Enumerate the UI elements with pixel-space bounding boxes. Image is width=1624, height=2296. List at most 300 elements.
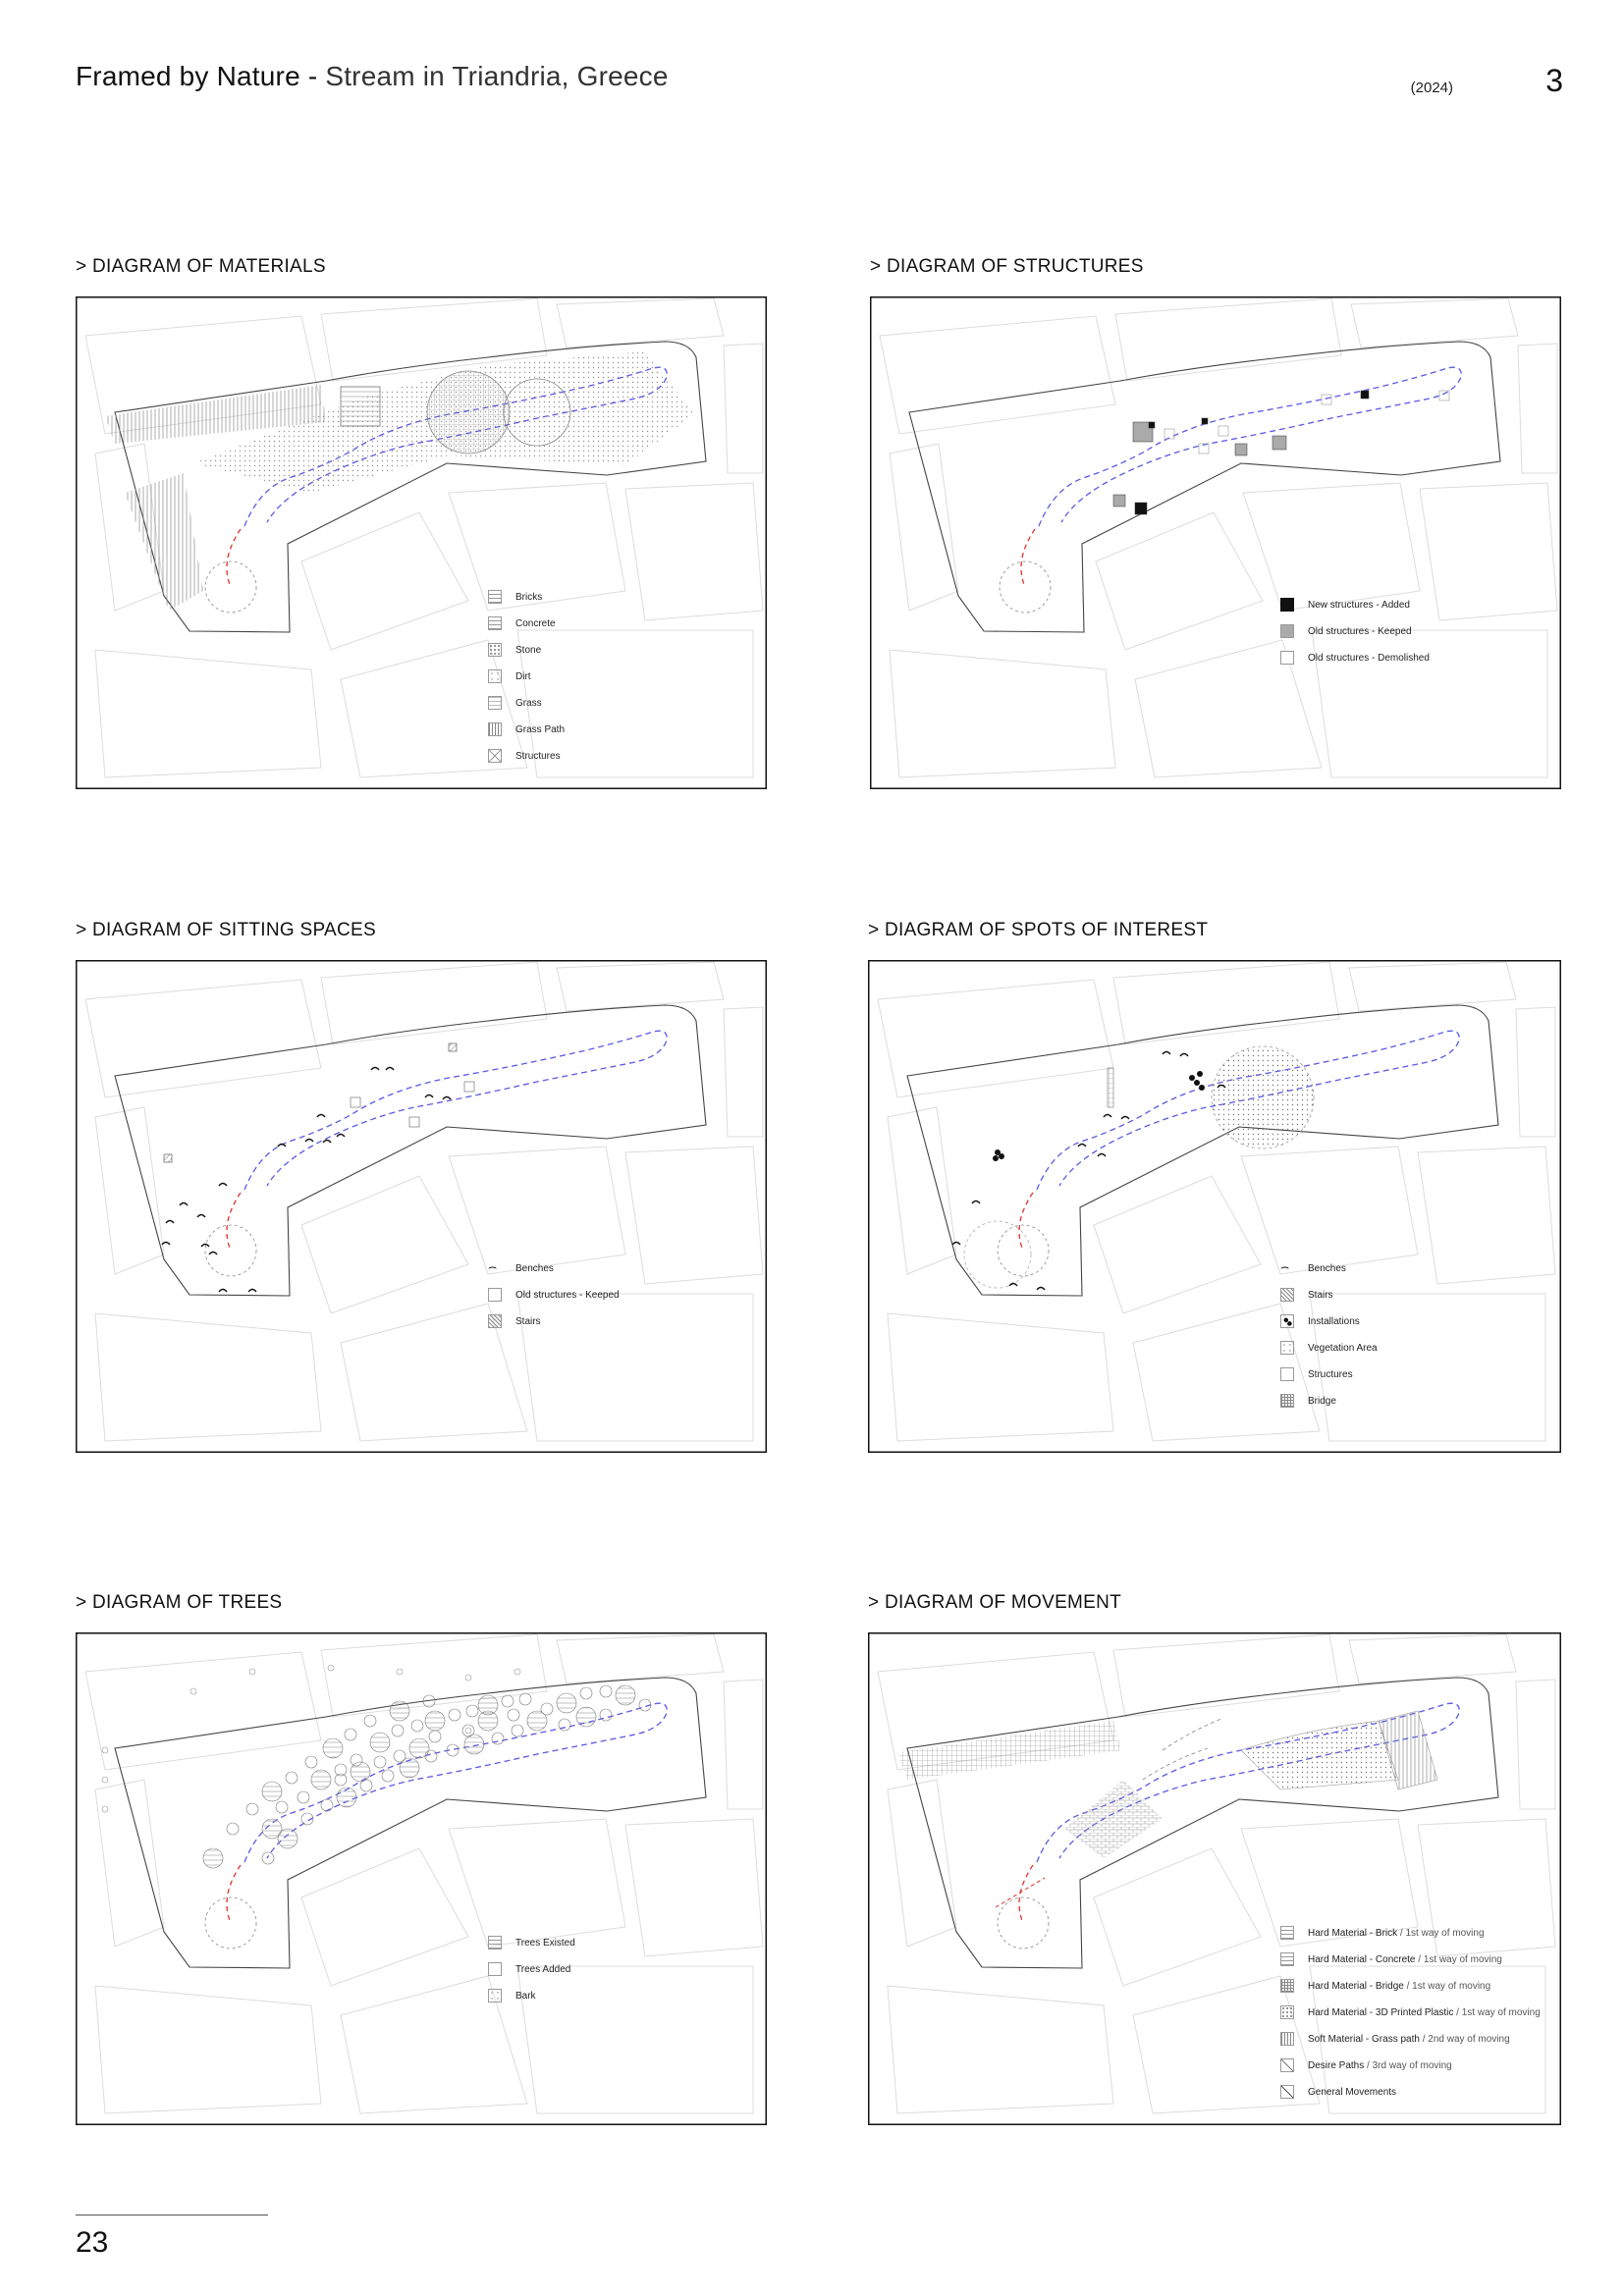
materials-legend-swatch: [488, 722, 502, 736]
trees-tree: [278, 1829, 298, 1848]
interest-legend-label: [1308, 1396, 1336, 1407]
sitting-map: [76, 960, 767, 1453]
trees-tree: [492, 1733, 504, 1744]
footer-rule: [76, 2215, 268, 2216]
structures-demolished: [1322, 395, 1331, 404]
structures-legend-swatch: [1280, 624, 1294, 638]
movement-legend-subtext: / 1st way of moving: [1403, 1980, 1491, 1992]
materials-legend-item: [488, 669, 531, 683]
trees-diagram: [76, 1632, 767, 2125]
interest-stream-source: [1019, 1193, 1033, 1251]
trees-tree: [390, 1701, 409, 1721]
materials-legend-item: [488, 696, 542, 710]
trees-tree: [580, 1687, 592, 1699]
sitting-city-block: [95, 1313, 321, 1441]
trees-tree: [478, 1711, 498, 1731]
structures-city-block: [1243, 483, 1420, 611]
structures-city-block: [1115, 298, 1341, 381]
movement-legend-item: [1280, 2085, 1396, 2099]
sitting-stream-source: [227, 1193, 241, 1251]
structures-building: [1149, 422, 1155, 428]
trees-city-block: [95, 1986, 321, 2113]
project-year: (2024): [1410, 80, 1453, 96]
interest-frame: [869, 961, 1561, 1453]
interest-legend-label: [1308, 1369, 1353, 1380]
sitting-city-blocks: [85, 962, 763, 1441]
trees-tree: [519, 1693, 531, 1705]
trees-legend-label: [515, 1991, 536, 2002]
materials-legend-label: [515, 592, 542, 603]
materials-legend-label: [515, 724, 565, 735]
materials-legend-swatch: [488, 669, 502, 683]
interest-diagram: [868, 960, 1561, 1453]
sitting-bench-mark: [209, 1253, 217, 1255]
interest-legend-swatch: ⌢: [1280, 1258, 1290, 1274]
movement-legend-swatch: [1280, 2085, 1294, 2099]
interest-legend-swatch: [1280, 1341, 1294, 1355]
interest-city-block: [1094, 1176, 1261, 1313]
sitting-legend-swatch: [488, 1288, 502, 1302]
movement-city-block: [1094, 1848, 1261, 1986]
trees-tree: [374, 1756, 386, 1768]
trees-tree: [351, 1762, 370, 1782]
structures-building: [1361, 391, 1369, 399]
movement-brick-path: [1064, 1780, 1163, 1858]
trees-tree: [298, 1791, 309, 1803]
structures-city-block: [1096, 512, 1263, 650]
movement-legend-swatch: [1280, 1952, 1294, 1966]
sitting-bench-mark: [219, 1184, 227, 1187]
interest-legend-label: [1308, 1263, 1346, 1274]
interest-city-blocks: [878, 962, 1555, 1441]
trees-stream-path: [244, 1703, 667, 1862]
structures-city-block: [890, 650, 1115, 777]
trees-tree: [462, 1725, 474, 1736]
chapter-number: 3: [1545, 63, 1563, 98]
trees-bark: [514, 1669, 520, 1675]
trees-tree: [262, 1782, 282, 1801]
materials-legend-swatch: [488, 590, 502, 604]
movement-legend-text: Desire Paths: [1308, 2059, 1365, 2071]
movement-legend-label: [1308, 1981, 1490, 1992]
interest-legend-item: [1280, 1341, 1378, 1355]
interest-bridge: [1108, 1068, 1113, 1107]
sitting-legend-label: [515, 1263, 554, 1274]
sitting-legend-text: Benches: [515, 1262, 554, 1274]
trees-tree: [600, 1685, 612, 1697]
materials-legend-item: [488, 590, 542, 604]
materials-concrete-block: [341, 387, 380, 426]
document-title: [76, 61, 669, 92]
trees-tree: [502, 1695, 514, 1707]
interest-city-block: [878, 980, 1113, 1097]
sitting-stream-path: [244, 1031, 667, 1190]
trees-bark: [102, 1806, 108, 1812]
sitting-legend-item: [488, 1288, 620, 1302]
title-separator: -: [299, 61, 326, 91]
trees-bark: [190, 1688, 196, 1694]
structures-demolished: [1439, 391, 1449, 400]
trees-legend-swatch: [488, 1962, 502, 1976]
trees-city-block: [301, 1848, 468, 1986]
trees-bark: [249, 1669, 255, 1675]
sitting-city-block: [625, 1147, 763, 1284]
movement-legend-text: Hard Material - Concrete: [1308, 1953, 1416, 1965]
movement-legend-label: [1308, 2087, 1396, 2098]
movement-concrete-path: [897, 1721, 1121, 1780]
sitting-bench-mark: [162, 1243, 170, 1246]
movement-legend-swatch: [1280, 2005, 1294, 2019]
project-name: Framed by Nature: [76, 61, 300, 91]
trees-legend-item: [488, 1936, 575, 1949]
materials-legend-swatch: [488, 616, 502, 630]
interest-city-block: [1418, 1147, 1555, 1284]
movement-legend-subtext: / 2nd way of moving: [1419, 2033, 1510, 2045]
structures-frame: [871, 297, 1561, 789]
movement-legend-text: Hard Material - Bridge: [1308, 1980, 1404, 1992]
movement-legend-item: [1280, 2005, 1541, 2019]
materials-legend-text: Concrete: [515, 617, 556, 629]
movement-legend-text: General Movements: [1308, 2086, 1397, 2098]
sitting-legend-item: [488, 1258, 554, 1275]
interest-bench-mark: [1037, 1288, 1045, 1291]
interest-bench-mark: [952, 1243, 960, 1246]
trees-tree: [323, 1738, 343, 1758]
trees-legend-label: [515, 1938, 575, 1949]
trees-city-block: [449, 1819, 625, 1947]
movement-legend-label: [1308, 1928, 1485, 1939]
materials-city-block: [95, 650, 321, 777]
movement-legend-label: [1308, 2060, 1452, 2071]
trees-tree: [411, 1720, 423, 1732]
interest-bench-mark: [1121, 1117, 1129, 1120]
interest-installation: [1194, 1080, 1200, 1086]
trees-tree: [337, 1788, 356, 1807]
sitting-city-block: [557, 962, 724, 1011]
trees-tree: [364, 1715, 376, 1727]
materials-legend-text: Grass Path: [515, 723, 566, 735]
materials-legend-text: Grass: [515, 697, 542, 709]
interest-legend-item: [1280, 1258, 1346, 1275]
materials-stream-source: [227, 529, 241, 587]
sitting-site-boundary: [115, 1005, 706, 1296]
interest-city-block: [1241, 1147, 1418, 1274]
interest-city-block: [1113, 962, 1339, 1044]
trees-tree: [541, 1703, 553, 1715]
movement-pond-ring: [998, 1897, 1049, 1949]
trees-tree: [227, 1823, 239, 1835]
sitting-bench-mark: [166, 1221, 174, 1224]
interest-legend-text: Installations: [1308, 1315, 1360, 1327]
sitting-bench-mark: [180, 1203, 188, 1206]
interest-legend-label: [1308, 1290, 1333, 1301]
sitting-frame: [77, 961, 767, 1453]
interest-legend-label: [1308, 1343, 1378, 1354]
structures-stream-source: [1021, 529, 1035, 587]
structures-building: [1135, 503, 1147, 514]
trees-tree: [392, 1725, 404, 1736]
trees-tree: [600, 1709, 612, 1721]
structures-city-block: [1518, 344, 1557, 473]
trees-tree: [382, 1770, 394, 1782]
trees-legend-swatch: [488, 1936, 502, 1949]
trees-pond-ring: [205, 1897, 256, 1949]
materials-legend-swatch: [488, 696, 502, 710]
sitting-bench-mark: [305, 1140, 313, 1143]
interest-legend-item: [1280, 1394, 1336, 1408]
structures-diagram: [870, 296, 1561, 789]
materials-legend-item: [488, 749, 561, 763]
structures-demolished: [1164, 429, 1174, 439]
movement-frame: [869, 1633, 1561, 2125]
trees-legend-text: Trees Existed: [515, 1937, 575, 1949]
sitting-bench-mark: [197, 1215, 205, 1218]
structures-building: [1272, 436, 1286, 450]
interest-bench-mark: [1180, 1054, 1188, 1057]
materials-legend-text: Structures: [515, 750, 561, 762]
interest-legend-text: Structures: [1308, 1368, 1353, 1380]
trees-tree: [394, 1750, 406, 1762]
trees-bark: [102, 1747, 108, 1753]
trees-bark: [465, 1728, 471, 1734]
materials-city-block: [301, 512, 468, 650]
sitting-bench-mark: [386, 1068, 394, 1071]
trees-tree: [508, 1709, 519, 1721]
sitting-bench-mark: [337, 1135, 345, 1138]
movement-city-block: [1113, 1634, 1339, 1717]
trees-site-boundary: [115, 1678, 706, 1968]
interest-legend-item: [1280, 1367, 1353, 1381]
structures-legend-item: [1280, 624, 1412, 638]
structures-legend-swatch: [1280, 598, 1294, 612]
interest-installation: [1197, 1071, 1203, 1077]
structures-legend-text: Old structures - Demolished: [1308, 652, 1430, 664]
movement-title: > DIAGRAM OF MOVEMENT: [868, 1592, 1122, 1613]
trees-tree: [616, 1685, 635, 1705]
trees-legend-text: Bark: [515, 1990, 536, 2002]
materials-legend-item: [488, 616, 556, 630]
interest-legend-swatch: [1280, 1288, 1294, 1302]
trees-tree: [203, 1848, 223, 1868]
interest-title: > DIAGRAM OF SPOTS OF INTEREST: [868, 920, 1209, 940]
sitting-old-structure: [409, 1117, 419, 1127]
sitting-bench-mark: [425, 1095, 433, 1098]
sitting-stairs: [449, 1043, 457, 1051]
trees-legend-item: [488, 1962, 570, 1976]
trees-tree: [370, 1733, 390, 1752]
materials-map: [76, 296, 767, 789]
materials-legend-text: Dirt: [515, 670, 531, 682]
materials-pond-ring: [205, 561, 256, 613]
trees-city-block: [85, 1652, 321, 1770]
interest-installation: [1189, 1075, 1195, 1081]
sitting-title: > DIAGRAM OF SITTING SPACES: [76, 920, 376, 940]
sitting-old-structure: [464, 1082, 474, 1092]
materials-city-block: [557, 298, 724, 347]
interest-installation: [1199, 1085, 1205, 1091]
interest-legend-text: Bridge: [1308, 1395, 1336, 1407]
movement-legend-item: [1280, 1979, 1490, 1993]
interest-legend-label: [1308, 1316, 1360, 1327]
interest-vegetation-area: [964, 1221, 1031, 1288]
materials-legend-item: [488, 722, 565, 736]
sitting-bench-mark: [248, 1290, 256, 1293]
interest-city-block: [1349, 962, 1516, 1011]
structures-pond-ring: [1000, 561, 1051, 613]
movement-map: [868, 1632, 1561, 2125]
trees-tree: [246, 1803, 258, 1815]
page-number: 23: [76, 2226, 109, 2259]
trees-tree: [466, 1705, 478, 1717]
trees-legend-label: [515, 1964, 570, 1975]
movement-desire-path: [1143, 1719, 1221, 1780]
interest-legend-swatch: [1280, 1367, 1294, 1381]
sitting-old-structure: [351, 1097, 360, 1107]
materials-legend-label: [515, 671, 531, 682]
materials-legend-swatch: [488, 749, 502, 763]
interest-installation: [993, 1155, 999, 1161]
trees-tree: [449, 1709, 460, 1721]
trees-tree: [557, 1693, 576, 1713]
trees-bark: [465, 1675, 471, 1681]
movement-legend-text: Hard Material - Brick: [1308, 1927, 1398, 1939]
interest-bench-mark: [1009, 1284, 1017, 1287]
trees-bark: [328, 1665, 334, 1671]
sitting-city-block: [449, 1147, 625, 1274]
movement-legend-text: Hard Material - 3D Printed Plastic: [1308, 2006, 1454, 2018]
sitting-legend-swatch: [488, 1314, 502, 1328]
materials-city-block: [625, 483, 763, 620]
trees-city-block: [724, 1680, 763, 1809]
structures-legend-label: [1308, 653, 1430, 664]
sitting-city-block: [85, 980, 321, 1097]
sitting-pond-ring: [205, 1225, 256, 1276]
interest-city-block: [888, 1313, 1113, 1441]
movement-legend-label: [1308, 1954, 1502, 1965]
movement-general-arrow: [996, 1878, 1045, 1907]
movement-legend-item: [1280, 2032, 1510, 2046]
trees-tree: [425, 1711, 445, 1731]
movement-diagram: [868, 1632, 1561, 2125]
structures-legend-swatch: [1280, 651, 1294, 665]
sitting-city-block: [301, 1176, 468, 1313]
materials-legend-label: [515, 645, 541, 656]
interest-bench-mark: [1098, 1154, 1106, 1157]
structures-building: [1235, 444, 1247, 455]
structures-legend-label: [1308, 600, 1410, 611]
trees-tree: [321, 1799, 333, 1811]
movement-legend-text: Soft Material - Grass path: [1308, 2033, 1420, 2045]
structures-legend-item: [1280, 598, 1410, 612]
sitting-bench-mark: [371, 1068, 379, 1071]
interest-bench-mark: [972, 1201, 980, 1204]
materials-title: > DIAGRAM OF MATERIALS: [76, 256, 326, 277]
materials-city-block: [724, 344, 763, 473]
movement-legend-swatch: [1280, 1979, 1294, 1993]
interest-legend-swatch: [1280, 1314, 1294, 1328]
sitting-diagram: [76, 960, 767, 1453]
trees-tree: [409, 1738, 429, 1758]
trees-bark: [397, 1669, 403, 1675]
trees-frame: [77, 1633, 767, 2125]
movement-legend-swatch: [1280, 2058, 1294, 2072]
sitting-legend-label: [515, 1316, 541, 1327]
interest-vegetation-area: [1212, 1046, 1314, 1148]
structures-stream-path: [1039, 367, 1461, 526]
materials-brick-plaza: [427, 371, 510, 454]
materials-diagram: [76, 296, 767, 789]
interest-city-block: [1516, 1007, 1555, 1137]
trees-legend-item: [488, 1989, 536, 2002]
sitting-legend-swatch: ⌢: [488, 1258, 498, 1274]
movement-legend-subtext: / 1st way of moving: [1397, 1927, 1485, 1939]
movement-legend-item: [1280, 1926, 1485, 1940]
trees-city-blocks: [85, 1634, 763, 2113]
interest-bench-mark: [1163, 1052, 1170, 1055]
structures-demolished: [1218, 426, 1228, 436]
movement-city-block: [1516, 1680, 1555, 1809]
materials-legend-text: Bricks: [515, 591, 543, 603]
materials-legend-label: [515, 618, 556, 629]
interest-legend-text: Stairs: [1308, 1289, 1333, 1301]
trees-city-block: [557, 1634, 724, 1683]
structures-legend-text: Old structures - Keeped: [1308, 625, 1412, 637]
materials-legend-label: [515, 751, 561, 762]
structures-city-block: [880, 316, 1115, 434]
materials-legend-label: [515, 698, 542, 709]
structures-legend-item: [1280, 651, 1430, 665]
sitting-city-block: [724, 1007, 763, 1137]
sitting-city-block: [321, 962, 547, 1044]
materials-grass-area: [125, 473, 203, 611]
movement-stream-source: [1019, 1865, 1033, 1923]
materials-legend-item: [488, 643, 541, 657]
trees-map: [76, 1632, 767, 2125]
interest-legend-swatch: [1280, 1394, 1294, 1408]
structures-site-boundary: [909, 342, 1500, 632]
interest-pond-ring: [998, 1225, 1049, 1276]
sitting-stairs: [164, 1154, 172, 1162]
trees-tree: [429, 1731, 441, 1742]
trees-tree: [464, 1735, 484, 1754]
trees-legend-swatch: [488, 1989, 502, 2002]
interest-installation: [999, 1153, 1004, 1159]
movement-city-block: [1349, 1634, 1516, 1683]
interest-map: [868, 960, 1561, 1453]
project-location: Stream in Triandria, Greece: [325, 61, 669, 91]
structures-city-block: [1420, 483, 1557, 620]
structures-title: > DIAGRAM OF STRUCTURES: [870, 256, 1144, 277]
movement-legend-swatch: [1280, 1926, 1294, 1940]
trees-tree: [286, 1772, 298, 1784]
sitting-bench-mark: [317, 1115, 325, 1118]
trees-tree: [262, 1852, 274, 1864]
sitting-legend-text: Old structures - Keeped: [515, 1289, 620, 1301]
movement-legend-subtext: / 1st way of moving: [1453, 2006, 1541, 2018]
trees-stream-source: [227, 1865, 241, 1923]
trees-tree: [311, 1770, 331, 1789]
trees-legend-text: Trees Added: [515, 1963, 571, 1975]
sitting-city-block: [517, 1294, 753, 1441]
sitting-bench-mark: [323, 1141, 331, 1144]
movement-city-block: [888, 1986, 1113, 2113]
trees-city-block: [625, 1819, 763, 1956]
structures-legend-label: [1308, 626, 1412, 637]
structures-city-blocks: [880, 298, 1557, 777]
sitting-legend-label: [515, 1290, 620, 1301]
movement-legend-item: [1280, 1952, 1502, 1966]
interest-legend-text: Benches: [1308, 1262, 1346, 1274]
